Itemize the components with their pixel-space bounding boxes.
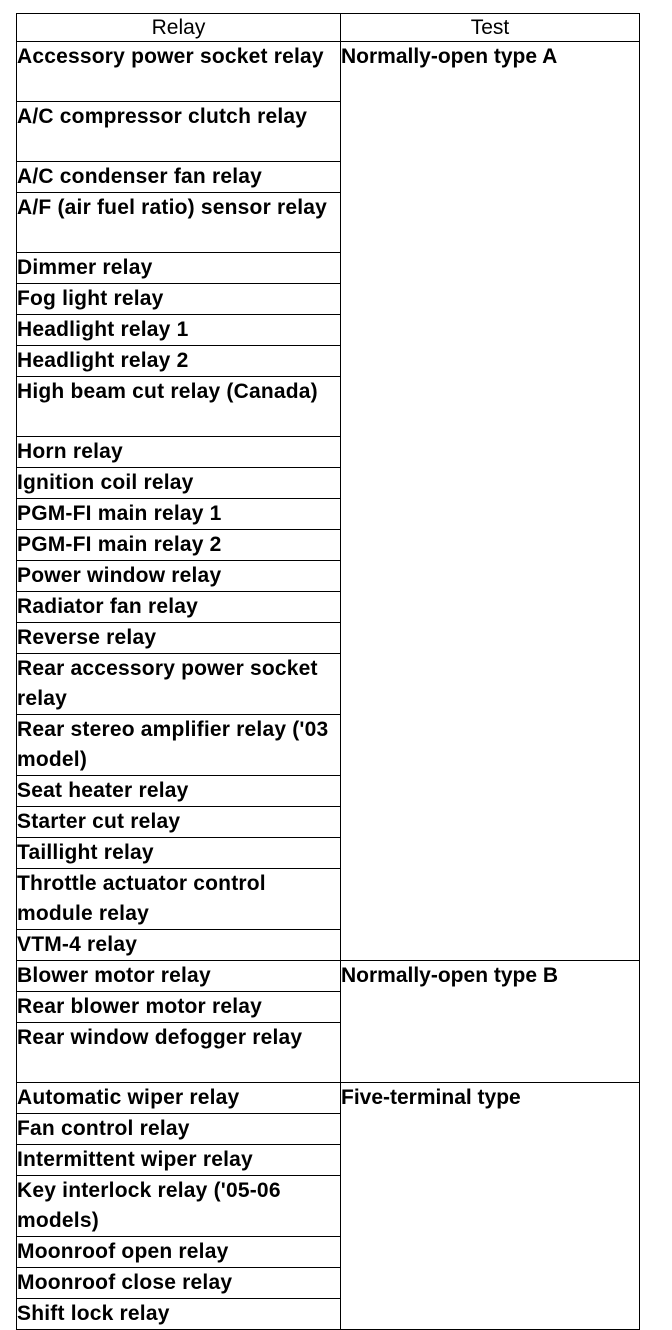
relay-cell: High beam cut relay (Canada) [17,377,341,437]
relay-cell: A/F (air fuel ratio) sensor relay [17,193,341,253]
relay-cell: Reverse relay [17,623,341,654]
header-test: Test [341,14,640,42]
relay-cell: Headlight relay 1 [17,315,341,346]
test-cell: Five-terminal type [341,1083,640,1330]
relay-cell: Power window relay [17,561,341,592]
table-row [17,961,640,992]
relay-cell: Radiator fan relay [17,592,341,623]
relay-cell: Dimmer relay [17,253,341,284]
table-body [17,42,640,1330]
relay-cell: Accessory power socket relay [17,42,341,102]
relay-cell: A/C compressor clutch relay [17,102,341,162]
relay-cell: Throttle actuator control module relay [17,869,341,930]
relay-cell: Automatic wiper relay [17,1083,341,1114]
relay-cell: Fog light relay [17,284,341,315]
relay-cell: Moonroof open relay [17,1237,341,1268]
relay-cell: Intermittent wiper relay [17,1145,341,1176]
relay-cell: Horn relay [17,437,341,468]
relay-cell: Taillight relay [17,838,341,869]
relay-cell: Shift lock relay [17,1299,341,1330]
relay-test-table [16,13,640,1330]
test-cell: Normally-open type A [341,42,640,961]
table-row [17,42,640,102]
relay-cell: Starter cut relay [17,807,341,838]
header-row [17,14,640,42]
table-row [17,1083,640,1114]
relay-cell: Rear blower motor relay [17,992,341,1023]
relay-cell: Rear window defogger relay [17,1023,341,1083]
relay-cell: Key interlock relay ('05-06 models) [17,1176,341,1237]
relay-cell: PGM-FI main relay 2 [17,530,341,561]
relay-cell: PGM-FI main relay 1 [17,499,341,530]
relay-cell: Moonroof close relay [17,1268,341,1299]
relay-cell: VTM-4 relay [17,930,341,961]
relay-cell: Fan control relay [17,1114,341,1145]
relay-cell: Blower motor relay [17,961,341,992]
relay-cell: Rear accessory power socket relay [17,654,341,715]
relay-cell: Headlight relay 2 [17,346,341,377]
relay-cell: A/C condenser fan relay [17,162,341,193]
header-relay: Relay [17,14,341,42]
test-cell: Normally-open type B [341,961,640,1083]
relay-cell: Rear stereo amplifier relay ('03 model) [17,715,341,776]
relay-cell: Ignition coil relay [17,468,341,499]
relay-cell: Seat heater relay [17,776,341,807]
